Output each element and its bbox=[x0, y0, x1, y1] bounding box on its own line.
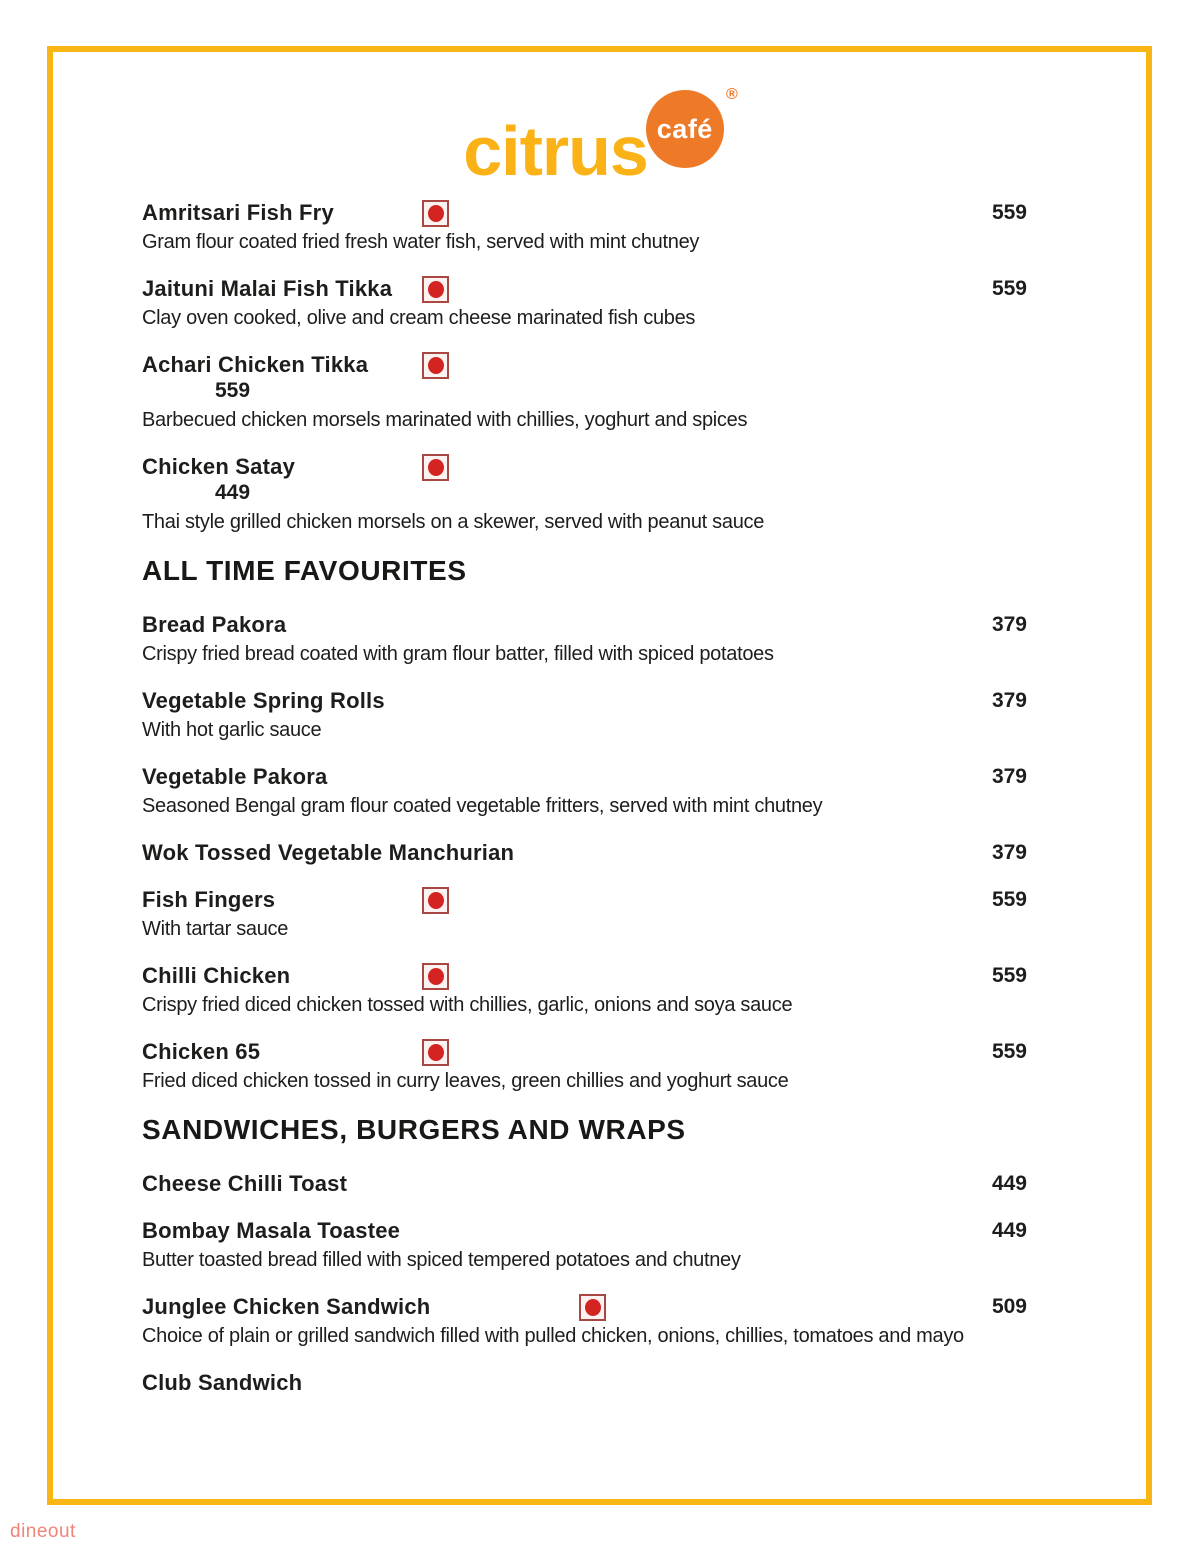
item-description: With tartar sauce bbox=[142, 918, 289, 940]
menu-item-wok-tossed-vegetable-manchurian bbox=[142, 840, 1027, 866]
item-description: Thai style grilled chicken morsels on a skewer, served with peanut sauce bbox=[142, 511, 765, 533]
menu-item-junglee-chicken-sandwich bbox=[142, 1294, 1027, 1349]
logo-brand-text: citrus bbox=[463, 112, 648, 190]
item-description: Butter toasted bread filled with spiced tempered potatoes and chutney bbox=[142, 1249, 741, 1271]
item-price: 559 bbox=[991, 1040, 1027, 1063]
item-name: Amritsari Fish Fry bbox=[142, 200, 334, 225]
section-title-all-time-favourites: ALL TIME FAVOURITES bbox=[142, 555, 467, 586]
non-veg-icon bbox=[422, 963, 449, 990]
item-price: 449 bbox=[215, 481, 251, 504]
item-name: Cheese Chilli Toast bbox=[142, 1171, 348, 1196]
non-veg-icon bbox=[422, 200, 449, 227]
item-description: Choice of plain or grilled sandwich filled with pulled chicken, onions, chillies, tomatoes and mayo bbox=[142, 1325, 964, 1347]
item-description: Fried diced chicken tossed in curry leaves, green chillies and yoghurt sauce bbox=[142, 1070, 789, 1092]
menu-item-chicken-satay bbox=[142, 454, 1027, 535]
non-veg-icon bbox=[579, 1294, 606, 1321]
cafe-badge-text: café bbox=[656, 113, 713, 144]
menu-item-bombay-masala-toastee bbox=[142, 1218, 1027, 1273]
item-price: 509 bbox=[991, 1295, 1027, 1318]
item-name: Chicken 65 bbox=[142, 1039, 261, 1064]
menu-item-chicken-65 bbox=[142, 1039, 1027, 1094]
menu-item-jaituni-malai-fish-tikka bbox=[142, 276, 1027, 331]
menu-item-achari-chicken-tikka bbox=[142, 352, 1027, 433]
item-name: Vegetable Spring Rolls bbox=[142, 688, 385, 713]
menu-page-border bbox=[47, 46, 1152, 1505]
item-name: Fish Fingers bbox=[142, 887, 276, 912]
item-price: 449 bbox=[991, 1219, 1027, 1242]
cafe-badge bbox=[646, 86, 738, 168]
item-description: Crispy fried diced chicken tossed with chillies, garlic, onions and soya sauce bbox=[142, 994, 793, 1016]
menu-item-amritsari-fish-fry bbox=[142, 200, 1027, 255]
item-price: 559 bbox=[215, 379, 251, 402]
item-description: Crispy fried bread coated with gram flour batter, filled with spiced potatoes bbox=[142, 643, 774, 665]
item-name: Wok Tossed Vegetable Manchurian bbox=[142, 840, 515, 865]
item-name: Vegetable Pakora bbox=[142, 764, 328, 789]
menu-item-bread-pakora bbox=[142, 612, 1027, 667]
item-name: Chilli Chicken bbox=[142, 963, 291, 988]
item-description: Seasoned Bengal gram flour coated vegetable fritters, served with mint chutney bbox=[142, 795, 823, 817]
item-name: Bread Pakora bbox=[142, 612, 287, 637]
section-title-sandwiches-burgers-wraps: SANDWICHES, BURGERS AND WRAPS bbox=[142, 1114, 686, 1145]
item-price: 559 bbox=[991, 277, 1027, 300]
item-description: With hot garlic sauce bbox=[142, 719, 322, 741]
non-veg-icon bbox=[422, 352, 449, 379]
item-name: Chicken Satay bbox=[142, 454, 296, 479]
registered-trademark-icon: ® bbox=[726, 86, 738, 103]
non-veg-icon bbox=[422, 276, 449, 303]
item-price: 559 bbox=[991, 888, 1027, 911]
item-price: 559 bbox=[991, 201, 1027, 224]
citrus-cafe-logo bbox=[463, 86, 738, 190]
menu-item-cheese-chilli-toast bbox=[142, 1171, 1027, 1197]
item-description: Barbecued chicken morsels marinated with chillies, yoghurt and spices bbox=[142, 409, 748, 431]
item-price: 379 bbox=[991, 765, 1027, 788]
item-name: Jaituni Malai Fish Tikka bbox=[142, 276, 393, 301]
item-name: Junglee Chicken Sandwich bbox=[142, 1294, 431, 1319]
item-name: Club Sandwich bbox=[142, 1370, 303, 1395]
menu-item-vegetable-pakora bbox=[142, 764, 1027, 819]
menu-item-chilli-chicken bbox=[142, 963, 1027, 1018]
item-price: 449 bbox=[991, 1172, 1027, 1195]
item-price: 379 bbox=[991, 841, 1027, 864]
item-name: Bombay Masala Toastee bbox=[142, 1218, 401, 1243]
item-name: Achari Chicken Tikka bbox=[142, 352, 369, 377]
item-description: Clay oven cooked, olive and cream cheese marinated fish cubes bbox=[142, 307, 696, 329]
menu-item-fish-fingers bbox=[142, 887, 1027, 942]
menu-item-vegetable-spring-rolls bbox=[142, 688, 1027, 743]
item-price: 379 bbox=[991, 613, 1027, 636]
item-price: 559 bbox=[991, 964, 1027, 987]
item-price: 379 bbox=[991, 689, 1027, 712]
dineout-watermark: dineout bbox=[10, 1521, 76, 1542]
non-veg-icon bbox=[422, 887, 449, 914]
non-veg-icon bbox=[422, 1039, 449, 1066]
item-description: Gram flour coated fried fresh water fish, served with mint chutney bbox=[142, 231, 700, 253]
non-veg-icon bbox=[422, 454, 449, 481]
menu-item-club-sandwich bbox=[142, 1370, 1027, 1396]
menu-content bbox=[53, 52, 1146, 1396]
